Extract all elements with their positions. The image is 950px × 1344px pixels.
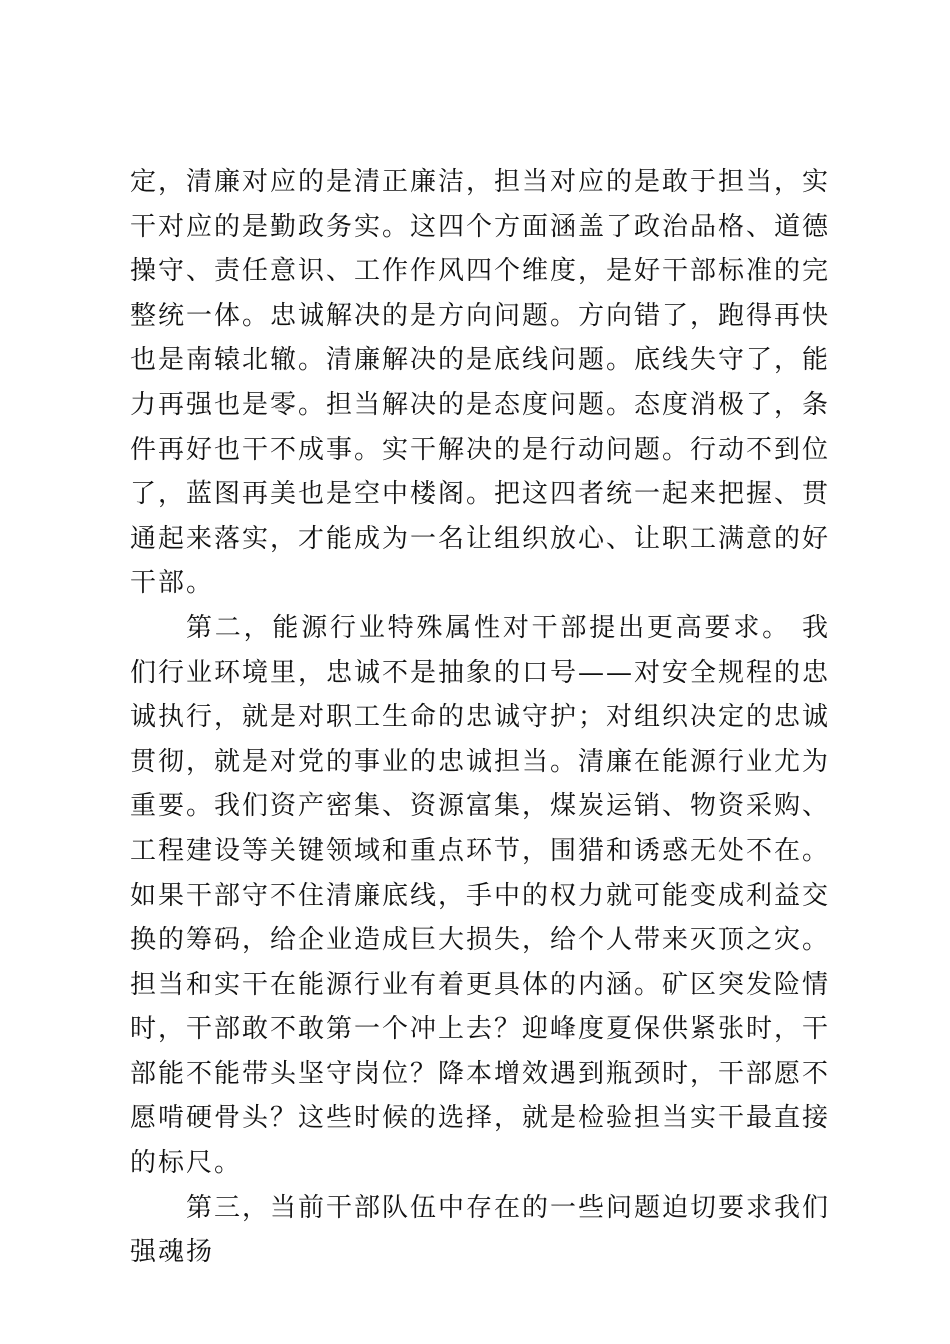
document-body	[130, 160, 830, 1275]
paragraph-second-point: 第二，能源行业特殊属性对干部提出更高要求。 我们行业环境里，忠诚不是抽象的口号——对安全规程的忠诚执行，就是对职工生命的忠诚守护；对组织决定的忠诚贯彻，就是对党的事业的忠诚担当。清廉在能源行业尤为重要。我们资产密集、资源富集，煤炭运销、物资采购、工程建设等关键领域和重点环节，围猎和诱惑无处不在。如果干部守不住清廉底线，手中的权力就可能变成利益交换的筹码，给企业造成巨大损失，给个人带来灭顶之灾。担当和实干在能源行业有着更具体的内涵。矿区突发险情时，干部敢不敢第一个冲上去？迎峰度夏保供紧张时，干部能不能带头坚守岗位？降本增效遇到瓶颈时，干部愿不愿啃硬骨头？这些时候的选择，就是检验担当实干最直接的标尺。	[130, 612, 831, 1179]
paragraph-third-point: 第三，当前干部队伍中存在的一些问题迫切要求我们强魂扬	[130, 1192, 831, 1268]
paragraph-continuation: 定，清廉对应的是清正廉洁，担当对应的是敢于担当，实干对应的是勤政务实。这四个方面涵盖了政治品格、道德操守、责任意识、工作作风四个维度，是好干部标准的完整统一体。忠诚解决的是方向问题。方向错了，跑得再快也是南辕北辙。清廉解决的是底线问题。底线失守了，能力再强也是零。担当解决的是态度问题。态度消极了，条件再好也干不成事。实干解决的是行动问题。行动不到位了，蓝图再美也是空中楼阁。把这四者统一起来把握、贯通起来落实，才能成为一名让组织放心、让职工满意的好干部。	[130, 167, 831, 599]
